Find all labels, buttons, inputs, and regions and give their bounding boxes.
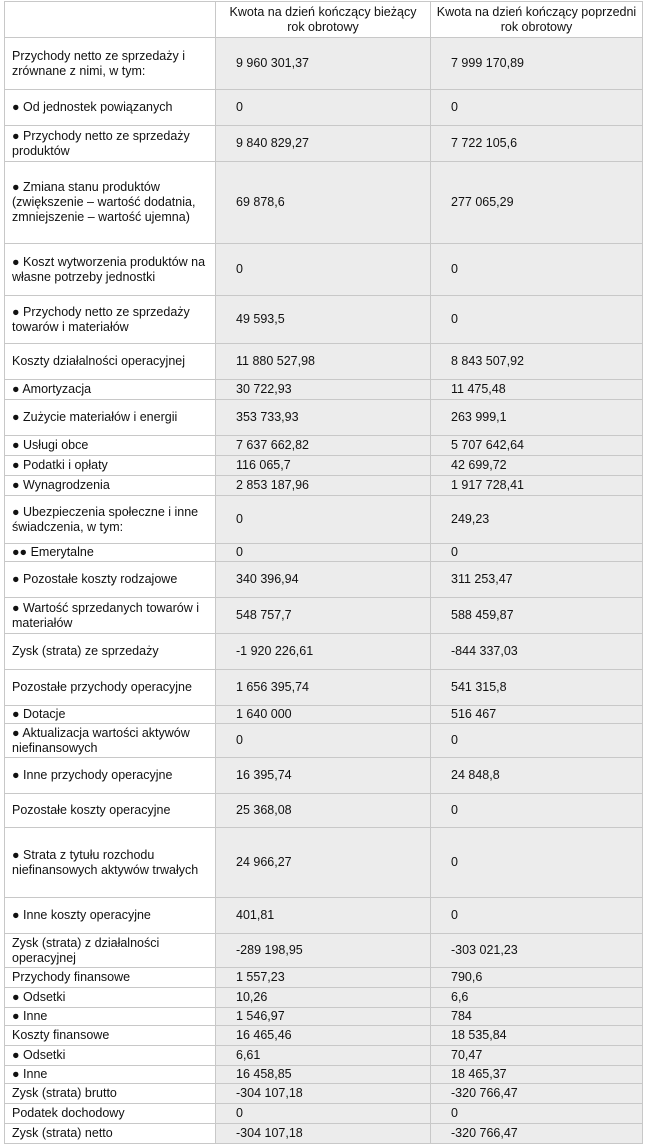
table-row	[5, 828, 643, 898]
previous-year-value: 0	[431, 724, 643, 758]
previous-year-value: 0	[431, 296, 643, 344]
header-label-column	[5, 2, 216, 38]
table-row	[5, 758, 643, 794]
current-year-value: -1 920 226,61	[216, 634, 431, 670]
current-year-value: 2 853 187,96	[216, 476, 431, 496]
current-year-value: 10,26	[216, 988, 431, 1008]
table-row	[5, 476, 643, 496]
table-row	[5, 126, 643, 162]
previous-year-value: 0	[431, 90, 643, 126]
table-row	[5, 1084, 643, 1104]
previous-year-value: 311 253,47	[431, 562, 643, 598]
row-label: Zysk (strata) netto	[5, 1124, 216, 1144]
current-year-value: 16 465,46	[216, 1026, 431, 1046]
current-year-value: 11 880 527,98	[216, 344, 431, 380]
header-current-year: Kwota na dzień kończący bieżący rok obrotowy	[216, 2, 431, 38]
row-label: ● Inne przychody operacyjne	[5, 758, 216, 794]
previous-year-value: 42 699,72	[431, 456, 643, 476]
previous-year-value: -320 766,47	[431, 1084, 643, 1104]
previous-year-value: 790,6	[431, 968, 643, 988]
table-row	[5, 436, 643, 456]
table-row	[5, 38, 643, 90]
current-year-value: 353 733,93	[216, 400, 431, 436]
previous-year-value: 784	[431, 1008, 643, 1026]
previous-year-value: 6,6	[431, 988, 643, 1008]
current-year-value: 6,61	[216, 1046, 431, 1066]
row-label: ● Strata z tytułu rozchodu niefinansowych aktywów trwałych	[5, 828, 216, 898]
table-row	[5, 988, 643, 1008]
row-label: ● Odsetki	[5, 1046, 216, 1066]
current-year-value: 401,81	[216, 898, 431, 934]
previous-year-value: 8 843 507,92	[431, 344, 643, 380]
table-row	[5, 1124, 643, 1144]
row-label: Podatek dochodowy	[5, 1104, 216, 1124]
table-row	[5, 634, 643, 670]
current-year-value: 7 637 662,82	[216, 436, 431, 456]
previous-year-value: 588 459,87	[431, 598, 643, 634]
previous-year-value: 7 722 105,6	[431, 126, 643, 162]
previous-year-value: 0	[431, 544, 643, 562]
row-label: ● Ubezpieczenia społeczne i inne świadczenia, w tym:	[5, 496, 216, 544]
row-label: Koszty działalności operacyjnej	[5, 344, 216, 380]
table-row	[5, 1066, 643, 1084]
previous-year-value: -320 766,47	[431, 1124, 643, 1144]
previous-year-value: 24 848,8	[431, 758, 643, 794]
previous-year-value: 249,23	[431, 496, 643, 544]
current-year-value: -304 107,18	[216, 1124, 431, 1144]
current-year-value: 340 396,94	[216, 562, 431, 598]
table-row	[5, 296, 643, 344]
row-label: ● Koszt wytworzenia produktów na własne potrzeby jednostki	[5, 244, 216, 296]
table-row	[5, 90, 643, 126]
table-row	[5, 456, 643, 476]
previous-year-value: -844 337,03	[431, 634, 643, 670]
table-row	[5, 380, 643, 400]
current-year-value: 0	[216, 90, 431, 126]
row-label: Pozostałe koszty operacyjne	[5, 794, 216, 828]
previous-year-value: 18 465,37	[431, 1066, 643, 1084]
table-row	[5, 400, 643, 436]
row-label: ● Zmiana stanu produktów (zwiększenie – wartość dodatnia, zmniejszenie – wartość ujemna)	[5, 162, 216, 244]
row-label: Zysk (strata) brutto	[5, 1084, 216, 1104]
row-label: ● Wynagrodzenia	[5, 476, 216, 496]
current-year-value: 30 722,93	[216, 380, 431, 400]
row-label: ● Odsetki	[5, 988, 216, 1008]
current-year-value: 1 656 395,74	[216, 670, 431, 706]
previous-year-value: 0	[431, 898, 643, 934]
current-year-value: 16 395,74	[216, 758, 431, 794]
row-label: ● Inne	[5, 1066, 216, 1084]
current-year-value: 116 065,7	[216, 456, 431, 476]
row-label: ● Dotacje	[5, 706, 216, 724]
table-row	[5, 1046, 643, 1066]
current-year-value: 0	[216, 724, 431, 758]
row-label: ● Przychody netto ze sprzedaży towarów i materiałów	[5, 296, 216, 344]
table-row	[5, 934, 643, 968]
previous-year-value: 1 917 728,41	[431, 476, 643, 496]
previous-year-value: 516 467	[431, 706, 643, 724]
row-label: Przychody finansowe	[5, 968, 216, 988]
table-row	[5, 162, 643, 244]
financial-statement-table	[4, 1, 643, 1144]
current-year-value: -304 107,18	[216, 1084, 431, 1104]
table-row	[5, 1026, 643, 1046]
current-year-value: 0	[216, 1104, 431, 1124]
current-year-value: 69 878,6	[216, 162, 431, 244]
previous-year-value: 0	[431, 244, 643, 296]
previous-year-value: 541 315,8	[431, 670, 643, 706]
row-label: ● Zużycie materiałów i energii	[5, 400, 216, 436]
current-year-value: 0	[216, 496, 431, 544]
row-label: ● Podatki i opłaty	[5, 456, 216, 476]
header-row	[5, 2, 643, 38]
previous-year-value: 70,47	[431, 1046, 643, 1066]
current-year-value: 9 960 301,37	[216, 38, 431, 90]
row-label: Pozostałe przychody operacyjne	[5, 670, 216, 706]
current-year-value: 24 966,27	[216, 828, 431, 898]
row-label: Koszty finansowe	[5, 1026, 216, 1046]
row-label: ● Amortyzacja	[5, 380, 216, 400]
row-label: ●● Emerytalne	[5, 544, 216, 562]
row-label: ● Aktualizacja wartości aktywów niefinansowych	[5, 724, 216, 758]
table-row	[5, 968, 643, 988]
row-label: ● Pozostałe koszty rodzajowe	[5, 562, 216, 598]
table-row	[5, 598, 643, 634]
row-label: Przychody netto ze sprzedaży i zrównane z nimi, w tym:	[5, 38, 216, 90]
current-year-value: 1 546,97	[216, 1008, 431, 1026]
current-year-value: 1 640 000	[216, 706, 431, 724]
current-year-value: 16 458,85	[216, 1066, 431, 1084]
previous-year-value: 18 535,84	[431, 1026, 643, 1046]
previous-year-value: 0	[431, 794, 643, 828]
table-row	[5, 544, 643, 562]
table-row	[5, 794, 643, 828]
previous-year-value: 5 707 642,64	[431, 436, 643, 456]
table-row	[5, 344, 643, 380]
current-year-value: 0	[216, 244, 431, 296]
table-row	[5, 496, 643, 544]
row-label: ● Inne	[5, 1008, 216, 1026]
current-year-value: 25 368,08	[216, 794, 431, 828]
table-row	[5, 1008, 643, 1026]
table-row	[5, 562, 643, 598]
current-year-value: -289 198,95	[216, 934, 431, 968]
table-body	[5, 38, 643, 1144]
table-row	[5, 670, 643, 706]
current-year-value: 49 593,5	[216, 296, 431, 344]
table-row	[5, 706, 643, 724]
previous-year-value: 263 999,1	[431, 400, 643, 436]
row-label: ● Wartość sprzedanych towarów i materiałów	[5, 598, 216, 634]
table-row	[5, 898, 643, 934]
row-label: ● Od jednostek powiązanych	[5, 90, 216, 126]
previous-year-value: 7 999 170,89	[431, 38, 643, 90]
row-label: Zysk (strata) z działalności operacyjnej	[5, 934, 216, 968]
table-row	[5, 1104, 643, 1124]
current-year-value: 0	[216, 544, 431, 562]
row-label: Zysk (strata) ze sprzedaży	[5, 634, 216, 670]
row-label: ● Inne koszty operacyjne	[5, 898, 216, 934]
current-year-value: 9 840 829,27	[216, 126, 431, 162]
previous-year-value: 0	[431, 1104, 643, 1124]
row-label: ● Usługi obce	[5, 436, 216, 456]
previous-year-value: 11 475,48	[431, 380, 643, 400]
table-row	[5, 724, 643, 758]
row-label: ● Przychody netto ze sprzedaży produktów	[5, 126, 216, 162]
previous-year-value: 277 065,29	[431, 162, 643, 244]
current-year-value: 548 757,7	[216, 598, 431, 634]
previous-year-value: -303 021,23	[431, 934, 643, 968]
table-row	[5, 244, 643, 296]
current-year-value: 1 557,23	[216, 968, 431, 988]
header-previous-year: Kwota na dzień kończący poprzedni rok obrotowy	[431, 2, 643, 38]
previous-year-value: 0	[431, 828, 643, 898]
